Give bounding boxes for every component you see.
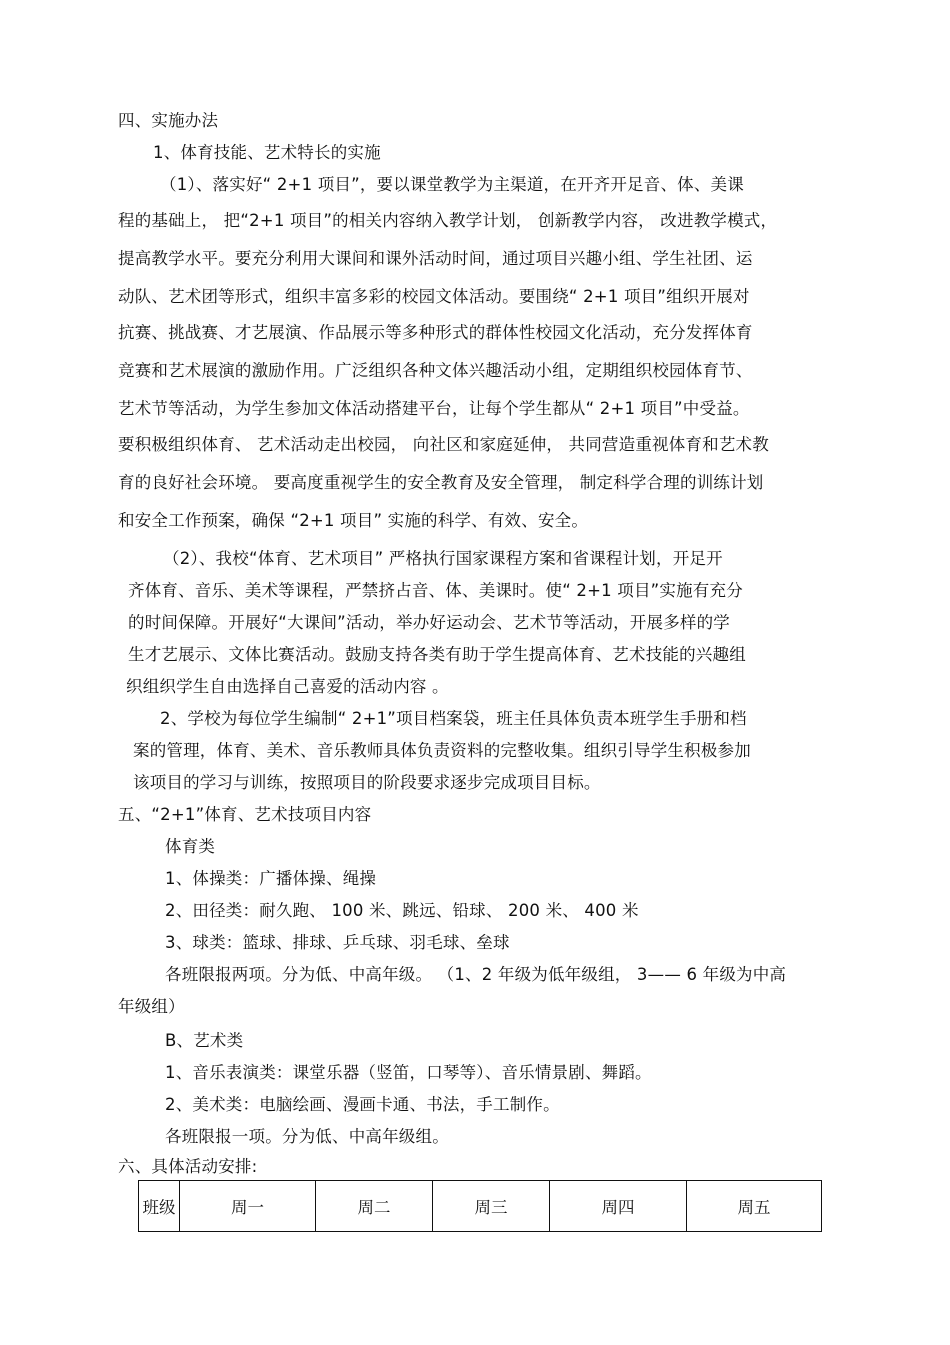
text-line: 动队、艺术团等形式，组织丰富多彩的校园文体活动。要围绕“ 2+1 项目”组织开展对 — [118, 287, 750, 306]
text-line: 各班限报两项。分为低、中高年级。 （1、2 年级为低年级组， 3—— 6 年级为中高 — [165, 965, 787, 984]
table-header-row — [139, 1181, 822, 1232]
header-thursday: 周四 — [550, 1181, 687, 1232]
text-line: 生才艺展示、文体比赛活动。鼓励支持各类有助于学生提高体育、艺术技能的兴趣组 — [128, 645, 746, 664]
text-line: 程的基础上， 把“2+1 项目”的相关内容纳入教学计划， 创新教学内容， 改进教学模式， — [118, 211, 778, 230]
text-line: 1、体操类：广播体操、绳操 — [165, 869, 377, 888]
text-line: 的时间保障。开展好“大课间”活动，举办好运动会、艺术节等活动，开展多样的学 — [128, 613, 730, 632]
text-line: 竞赛和艺术展演的激励作用。广泛组织各种文体兴趣活动小组，定期组织校园体育节、 — [118, 361, 753, 380]
text-line: 要积极组织体育、 艺术活动走出校园， 向社区和家庭延伸， 共同营造重视体育和艺术教 — [118, 435, 769, 454]
text-line: 3、球类：篮球、排球、乒乓球、羽毛球、垒球 — [165, 933, 510, 952]
text-line: 1、体育技能、艺术特长的实施 — [153, 143, 381, 162]
text-line: 织组织学生自由选择自己喜爱的活动内容 。 — [126, 677, 449, 696]
text-line: 体育类 — [165, 837, 216, 856]
text-line: 1、音乐表演类：课堂乐器（竖笛，口琴等）、音乐情景剧、舞蹈。 — [165, 1063, 652, 1082]
header-friday: 周五 — [687, 1181, 822, 1232]
text-line: 案的管理，体育、美术、音乐教师具体负责资料的完整收集。组织引导学生积极参加 — [133, 741, 751, 760]
text-line: 抗赛、挑战赛、才艺展演、作品展示等多种形式的群体性校园文化活动，充分发挥体育 — [118, 323, 753, 342]
header-monday: 周一 — [180, 1181, 316, 1232]
text-line: 四、实施办法 — [118, 111, 219, 130]
text-line: 齐体育、音乐、美术等课程，严禁挤占音、体、美课时。使“ 2+1 项目”实施有充分 — [128, 581, 743, 600]
text-line: 各班限报一项。分为低、中高年级组。 — [165, 1127, 449, 1146]
text-line: 提高教学水平。要充分利用大课间和课外活动时间，通过项目兴趣小组、学生社团、运 — [118, 249, 753, 268]
text-line: 五、“2+1”体育、艺术技项目内容 — [118, 805, 372, 824]
text-line: 六、具体活动安排: — [118, 1157, 258, 1176]
text-line: 该项目的学习与训练，按照项目的阶段要求逐步完成项目目标。 — [133, 773, 601, 792]
activity-schedule-table — [138, 1180, 822, 1232]
header-class: 班级 — [139, 1181, 180, 1232]
text-line: 和安全工作预案，确保 “2+1 项目” 实施的科学、有效、安全。 — [118, 511, 589, 530]
text-line: 2、学校为每位学生编制“ 2+1”项目档案袋，班主任具体负责本班学生手册和档 — [160, 709, 747, 728]
text-line: 年级组） — [118, 997, 185, 1016]
text-line: 育的良好社会环境。 要高度重视学生的安全教育及安全管理， 制定科学合理的训练计划 — [118, 473, 764, 492]
text-line: 2、田径类：耐久跑、 100 米、跳远、铅球、 200 米、 400 米 — [165, 901, 639, 920]
header-wednesday: 周三 — [433, 1181, 550, 1232]
text-line: B、艺术类 — [165, 1031, 244, 1050]
text-line: 艺术节等活动，为学生参加文体活动搭建平台，让每个学生都从“ 2+1 项目”中受益。 — [118, 399, 750, 418]
text-line: （1）、落实好“ 2+1 项目”，要以课堂教学为主渠道，在开齐开足音、体、美课 — [160, 175, 744, 194]
text-line: 2、美术类：电脑绘画、漫画卡通、书法，手工制作。 — [165, 1095, 560, 1114]
text-line: （2）、我校“体育、艺术项目” 严格执行国家课程方案和省课程计划，开足开 — [163, 549, 723, 568]
header-tuesday: 周二 — [316, 1181, 433, 1232]
